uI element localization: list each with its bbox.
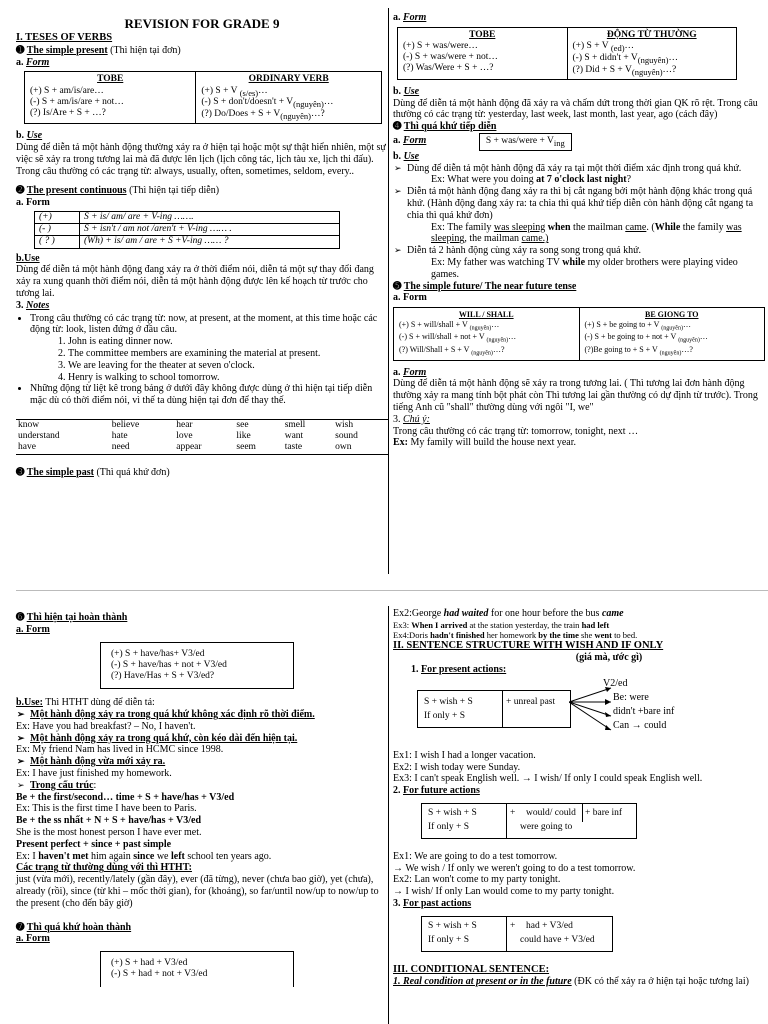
- past-wish-box: [421, 916, 613, 952]
- past-perfect-form-box: (+) S + had + V3/ed (-) S + had + not + V3/ed: [100, 951, 294, 986]
- if-only-subject: If only + S: [428, 934, 469, 945]
- present-simple-use: Dùng để diễn tả một hành động thường xảy ra ở hiện tại hoặc một sự thật hiển nhiên, một sự việc sẽ xảy ra trong tương lai mà đã được lên lịch (lịch công tác, lịch tàu xe, lịch thi đấu). Trong câu thường có các trạng từ: always, usually, often, sometimes, seldom, every..: [16, 142, 386, 177]
- label-future-actions: 2. For future actions: [393, 785, 480, 797]
- example: → We wish / If only we weren't going to do a test tomorrow.: [393, 862, 636, 874]
- section-wish: [393, 608, 765, 988]
- present-wish-diagram: [393, 678, 765, 746]
- label-notes: 3. Notes: [16, 299, 50, 311]
- result-be: Be: were: [613, 691, 649, 703]
- example: Ex: I have just finished my homework.: [16, 767, 172, 779]
- past-continuous-formula: S + was/were + $V_{ing}$: [479, 133, 572, 151]
- list-item: ➢ Diễn tả 2 hành động cùng xảy ra song song trong quá khứ. Ex: My father was watching TV while my older brothers were playing video games.: [407, 245, 765, 280]
- structure: Be + the ss nhất + N + S + have/has + V3/ed: [16, 815, 201, 827]
- label-form-past: a. Form: [393, 12, 427, 23]
- label-form-future-2: a. Form: [393, 366, 427, 378]
- list-item: ➢ Một hành động xảy ra trong quá khứ không xác định rõ thời điểm.: [30, 709, 388, 721]
- future-note: Trong câu thường có các trạng từ: tomorrow, tonight, next …: [393, 425, 639, 437]
- page-separator: [16, 590, 768, 591]
- will-shall-cell: WILL / SHALL (+) S + will/shall + V $_{(nguyên)}$… (-) S + will/shall + not + V $_{(nguyên)}$… (?) Will/Shall + S + V $_{(nguyên)}$…?: [394, 308, 580, 360]
- wish-subject: S + wish + S: [428, 807, 477, 818]
- notes-list: [16, 313, 388, 407]
- if-only-subject: If only + S: [424, 710, 465, 721]
- label-form: a. Form: [16, 56, 50, 68]
- conditional-type-1: 1. Real condition at present or in the future (ĐK có thể xảy ra ở hiện tại hoặc tương lai): [393, 975, 749, 987]
- could-have-v3: could have + V3/ed: [520, 934, 595, 945]
- present-continuous-form-table: (+) S + is/ am/ are + V-ing ……. (- ) S + isn't / am not /aren't + V-ing …… . ( ? ) (Wh) + is/ am / are + S +V-ing …… ?: [34, 211, 340, 249]
- example: Ex: Have you had breakfast? – No, I haven't.: [16, 720, 196, 732]
- heading-future: ➎ The simple future/ The near future tense: [393, 280, 577, 292]
- example: Ex3: When I arrived at the station yesterday, the train had left: [393, 619, 610, 630]
- ordinary-verb-cell: ORDINARY VERB (+) S + V $_{(s/es)}$… (-) S + don't/doesn't + $V_{(nguyên)}\dots$ (?) Do/Does + $S + V_{(nguyên)}\dots$?: [196, 72, 382, 124]
- heading-wish-vn: (giá mà, ước gì): [575, 652, 643, 664]
- tobe-cell: TOBE (+) S + am/is/are… (-) S + am/is/are + not… (?) Is/Are + S + …?: [25, 72, 196, 124]
- present-perfect-uses: [16, 709, 388, 721]
- example: Ex1: I wish I had a longer vacation.: [393, 749, 536, 761]
- column-divider-bottom: [388, 606, 389, 1024]
- plus-sign: +: [510, 807, 516, 818]
- be-going-to-cell: BE GIONG TO (+) S + be going to + V $_{(nguyên)}$… (-) S + be going to + not + V $_{(nguyên)}$… (?)Be going to + S + V $_{(nguyên)}$…?: [579, 308, 765, 360]
- list-item: ➢ Một hành động xảy ra trong quá khứ, còn kéo dài đến hiện tại.: [30, 733, 388, 745]
- if-only-subject: If only + S: [428, 821, 469, 832]
- example: Ex4:Doris hadn't finished her homework by the time she went to bed.: [393, 629, 638, 640]
- section-present-tenses: [16, 16, 388, 478]
- box-divider: [582, 804, 583, 822]
- box-divider: [506, 804, 507, 838]
- past-simple-use: Dùng để diễn tả một hành động đã xảy ra và chấm dứt trong thời gian QK rõ rệt. Trong câu thường có các trạng từ: yesterday, last week, last month, last year, ago (cách đây): [393, 97, 758, 121]
- label-use-pc: b. Use: [393, 150, 420, 162]
- heading-simple-past: ➌ The simple past (Thì quá khứ đơn): [16, 466, 170, 478]
- page-title: REVISION FOR GRADE 9: [124, 16, 280, 31]
- were-going-to: were going to: [520, 821, 573, 832]
- example: She is the most honest person I have ever met.: [16, 826, 202, 838]
- list-item: • Trong câu thường có các trạng từ: now, at present, at the moment, at this time hoặc các động từ: look, listen đứng ở đầu câu. 1. John is eating dinner now. 2. The committee members are examining the material at present. 3. We are leaving for the theater at seven o'clock. 4. Henry is walking to school tomorrow.: [30, 313, 388, 384]
- heading-simple-present: [16, 45, 388, 57]
- heading-past-continuous: ➍ Thì quá khứ tiếp diễn: [393, 121, 497, 133]
- heading-tenses: I. TESES OF VERBS: [16, 32, 113, 44]
- adverbs-text: just (vừa mới), recently/lately (gần đây), ever (đã từng), never (chưa bao giờ), yet (chưa), already (rồi), since (từ khi – mốc thời gian), for (khoảng), so far/until now/up to now/up to the present (cho đến bây giờ): [16, 874, 379, 909]
- label-use: b. Use: [16, 130, 43, 142]
- heading-present-perfect: ➏ Thì hiện tại hoàn thành: [16, 612, 128, 623]
- list-item: ➢ Dùng để diễn tả một hành động đã xảy ra tại một thời điểm xác định trong quá khứ. Ex: What were you doing at 7 o'clock last night?: [407, 163, 765, 187]
- ordinary-verb-cell: ĐỘNG TỪ THƯỜNG (+) S + V $_{(ed)}$… (-) S + didn't + $V_{(nguyên)}\dots$ (?) Did + $S + V_{(nguyên)}\dots$?: [567, 27, 737, 79]
- section-perfect-tenses: [16, 612, 388, 987]
- wish-subject: S + wish + S: [424, 696, 473, 707]
- box-divider: [506, 917, 507, 951]
- number-icon: ➊: [16, 44, 25, 56]
- label-form-pp: a. Form: [16, 623, 50, 635]
- past-simple-form-table: [397, 27, 737, 80]
- heading-present-continuous: ➋ The present continuous (Thì hiện tại tiếp diễn): [16, 185, 220, 197]
- bare-inf: + bare inf: [585, 807, 623, 818]
- result-didnt: didn't +bare inf: [613, 705, 675, 717]
- present-simple-form-table: [24, 71, 382, 124]
- example: Ex: This is the first time I have been to Paris.: [16, 803, 197, 815]
- tobe-cell: TOBE (+) S + was/were… (-) S + was/were + not… (?) Was/Were + S + …?: [398, 27, 568, 79]
- list-item: ➢ Một hành động vừa mới xảy ra.: [30, 756, 388, 768]
- wish-subject: S + wish + S: [428, 920, 477, 931]
- list-item: ➢ Trong cấu trúc:: [30, 780, 388, 792]
- example: Ex2: I wish today were Sunday.: [393, 761, 521, 773]
- result-v2: V2/ed: [603, 677, 628, 689]
- future-form-table: [393, 307, 765, 360]
- present-perfect-form-box: (+) S + have/has+ V3/ed (-) S + have/has + not + V3/ed (?) Have/Has + S + V3/ed?: [100, 642, 294, 690]
- structure: Be + the first/second… time + S + have/has + V3/ed: [16, 791, 235, 803]
- result-can: Can → could: [613, 719, 667, 731]
- section-past-future: [393, 12, 765, 449]
- label-form-ppf: a. Form: [16, 933, 50, 945]
- present-continuous-use: Dùng để diễn tả một hành động đang xảy ra ở thời điểm nói, diễn tả một sự thay đổi đang xảy ra xung quanh thời điểm nói, diễn tả một hành động được lên kế hoạch từ trước cho tương lai.: [16, 264, 374, 299]
- list-item: • Những động từ liệt kê trong bảng ở dưới đây không được dùng ở thì hiện tại tiếp diễn mặc dù có thời điểm nói, vì thế ta dùng hiện tại đơn để thay thế.: [30, 383, 388, 407]
- had-v3: had + V3/ed: [526, 920, 573, 931]
- would-could: would/ could: [526, 807, 576, 818]
- example: Ex: My friend Nam has lived in HCMC since 1998.: [16, 744, 224, 756]
- label-form-future: a. Form: [393, 292, 427, 304]
- adverbs-heading: Các trạng từ thường dùng với thì HTHT:: [16, 862, 192, 874]
- unreal-past: + unreal past: [506, 696, 556, 707]
- future-wish-box: [421, 803, 637, 839]
- present-wish-box: [417, 690, 571, 728]
- example: Ex2: Lan won't come to my party tonight.: [393, 874, 561, 886]
- label-note: 3. Chú ý:: [393, 413, 430, 425]
- examples-list: 1. John is eating dinner now. 2. The committee members are examining the material at present. 3. We are leaving for the theater at seven o'clock. 4. Henry is walking to school tomorrow.: [30, 336, 388, 383]
- label-use-pc: b.Use: [16, 252, 40, 264]
- example: Ex3: I can't speak English well. → I wish/ If only I could speak English well.: [393, 773, 703, 785]
- plus-sign: +: [510, 920, 516, 931]
- example: Ex: I haven't met him again since we left school ten years ago.: [16, 850, 272, 862]
- label-form-pc: a. Form S + was/were + $V_{ing}$: [393, 133, 765, 151]
- box-divider: [502, 691, 503, 727]
- column-divider-top: [388, 8, 389, 574]
- heading-conditional: III. CONDITIONAL SENTENCE:: [393, 963, 550, 975]
- label-past-actions: 3. For past actions: [393, 897, 472, 909]
- structure: Present perfect + since + past simple: [16, 838, 172, 850]
- label-present-actions: 1. For present actions:: [411, 664, 507, 675]
- stative-verbs-table: know believe hear see smell wish understand hate love like want sound have need appear seem taste own: [16, 419, 388, 455]
- heading-wish: II. SENTENCE STRUCTURE WITH WISH AND IF ONLY: [393, 639, 664, 651]
- present-perfect-use-intro: b.Use: Thì HTHT dùng để diễn tả:: [16, 697, 155, 709]
- heading-past-perfect: ➐ Thì quá khứ hoàn thành: [16, 921, 132, 933]
- label-use-past: b. Use: [393, 85, 420, 97]
- future-use: Dùng để diễn tả một hành động sẽ xảy ra trong tương lai. ( Thì tương lai đơn hành động thường xảy ra mang tính bột phát còn Thì tương lai gần thường có dự định từ trước). Trong tiếng Anh cũ "shall" thường dùng với ngôi "I, we": [393, 378, 758, 414]
- past-continuous-uses: [393, 163, 765, 281]
- example: → I wish/ If only Lan would come to my party tonight.: [393, 886, 615, 898]
- heading-vn: (Thì hiện tại đơn): [107, 44, 181, 56]
- example: Ex1: We are going to do a test tomorrow.: [393, 850, 558, 862]
- example: Ex2:George had waited for one hour before the bus came: [393, 608, 624, 619]
- future-example: Ex: My family will build the house next year.: [393, 437, 577, 449]
- label-form-pc: a. Form: [16, 197, 50, 209]
- list-item: ➢ Diễn tả một hành động đang xảy ra thì bị cắt ngang bởi một hành động khác trong quá khứ. (Hành động đang xảy ra: ta chia thì quá khứ tiếp diễn còn hành động cắt ngang ta chia thì quá khứ đơn) Ex: The family was sleeping when the mailman came. (While the family was sleeping, the mailman came.): [407, 186, 765, 245]
- heading-text: The simple present: [26, 44, 108, 56]
